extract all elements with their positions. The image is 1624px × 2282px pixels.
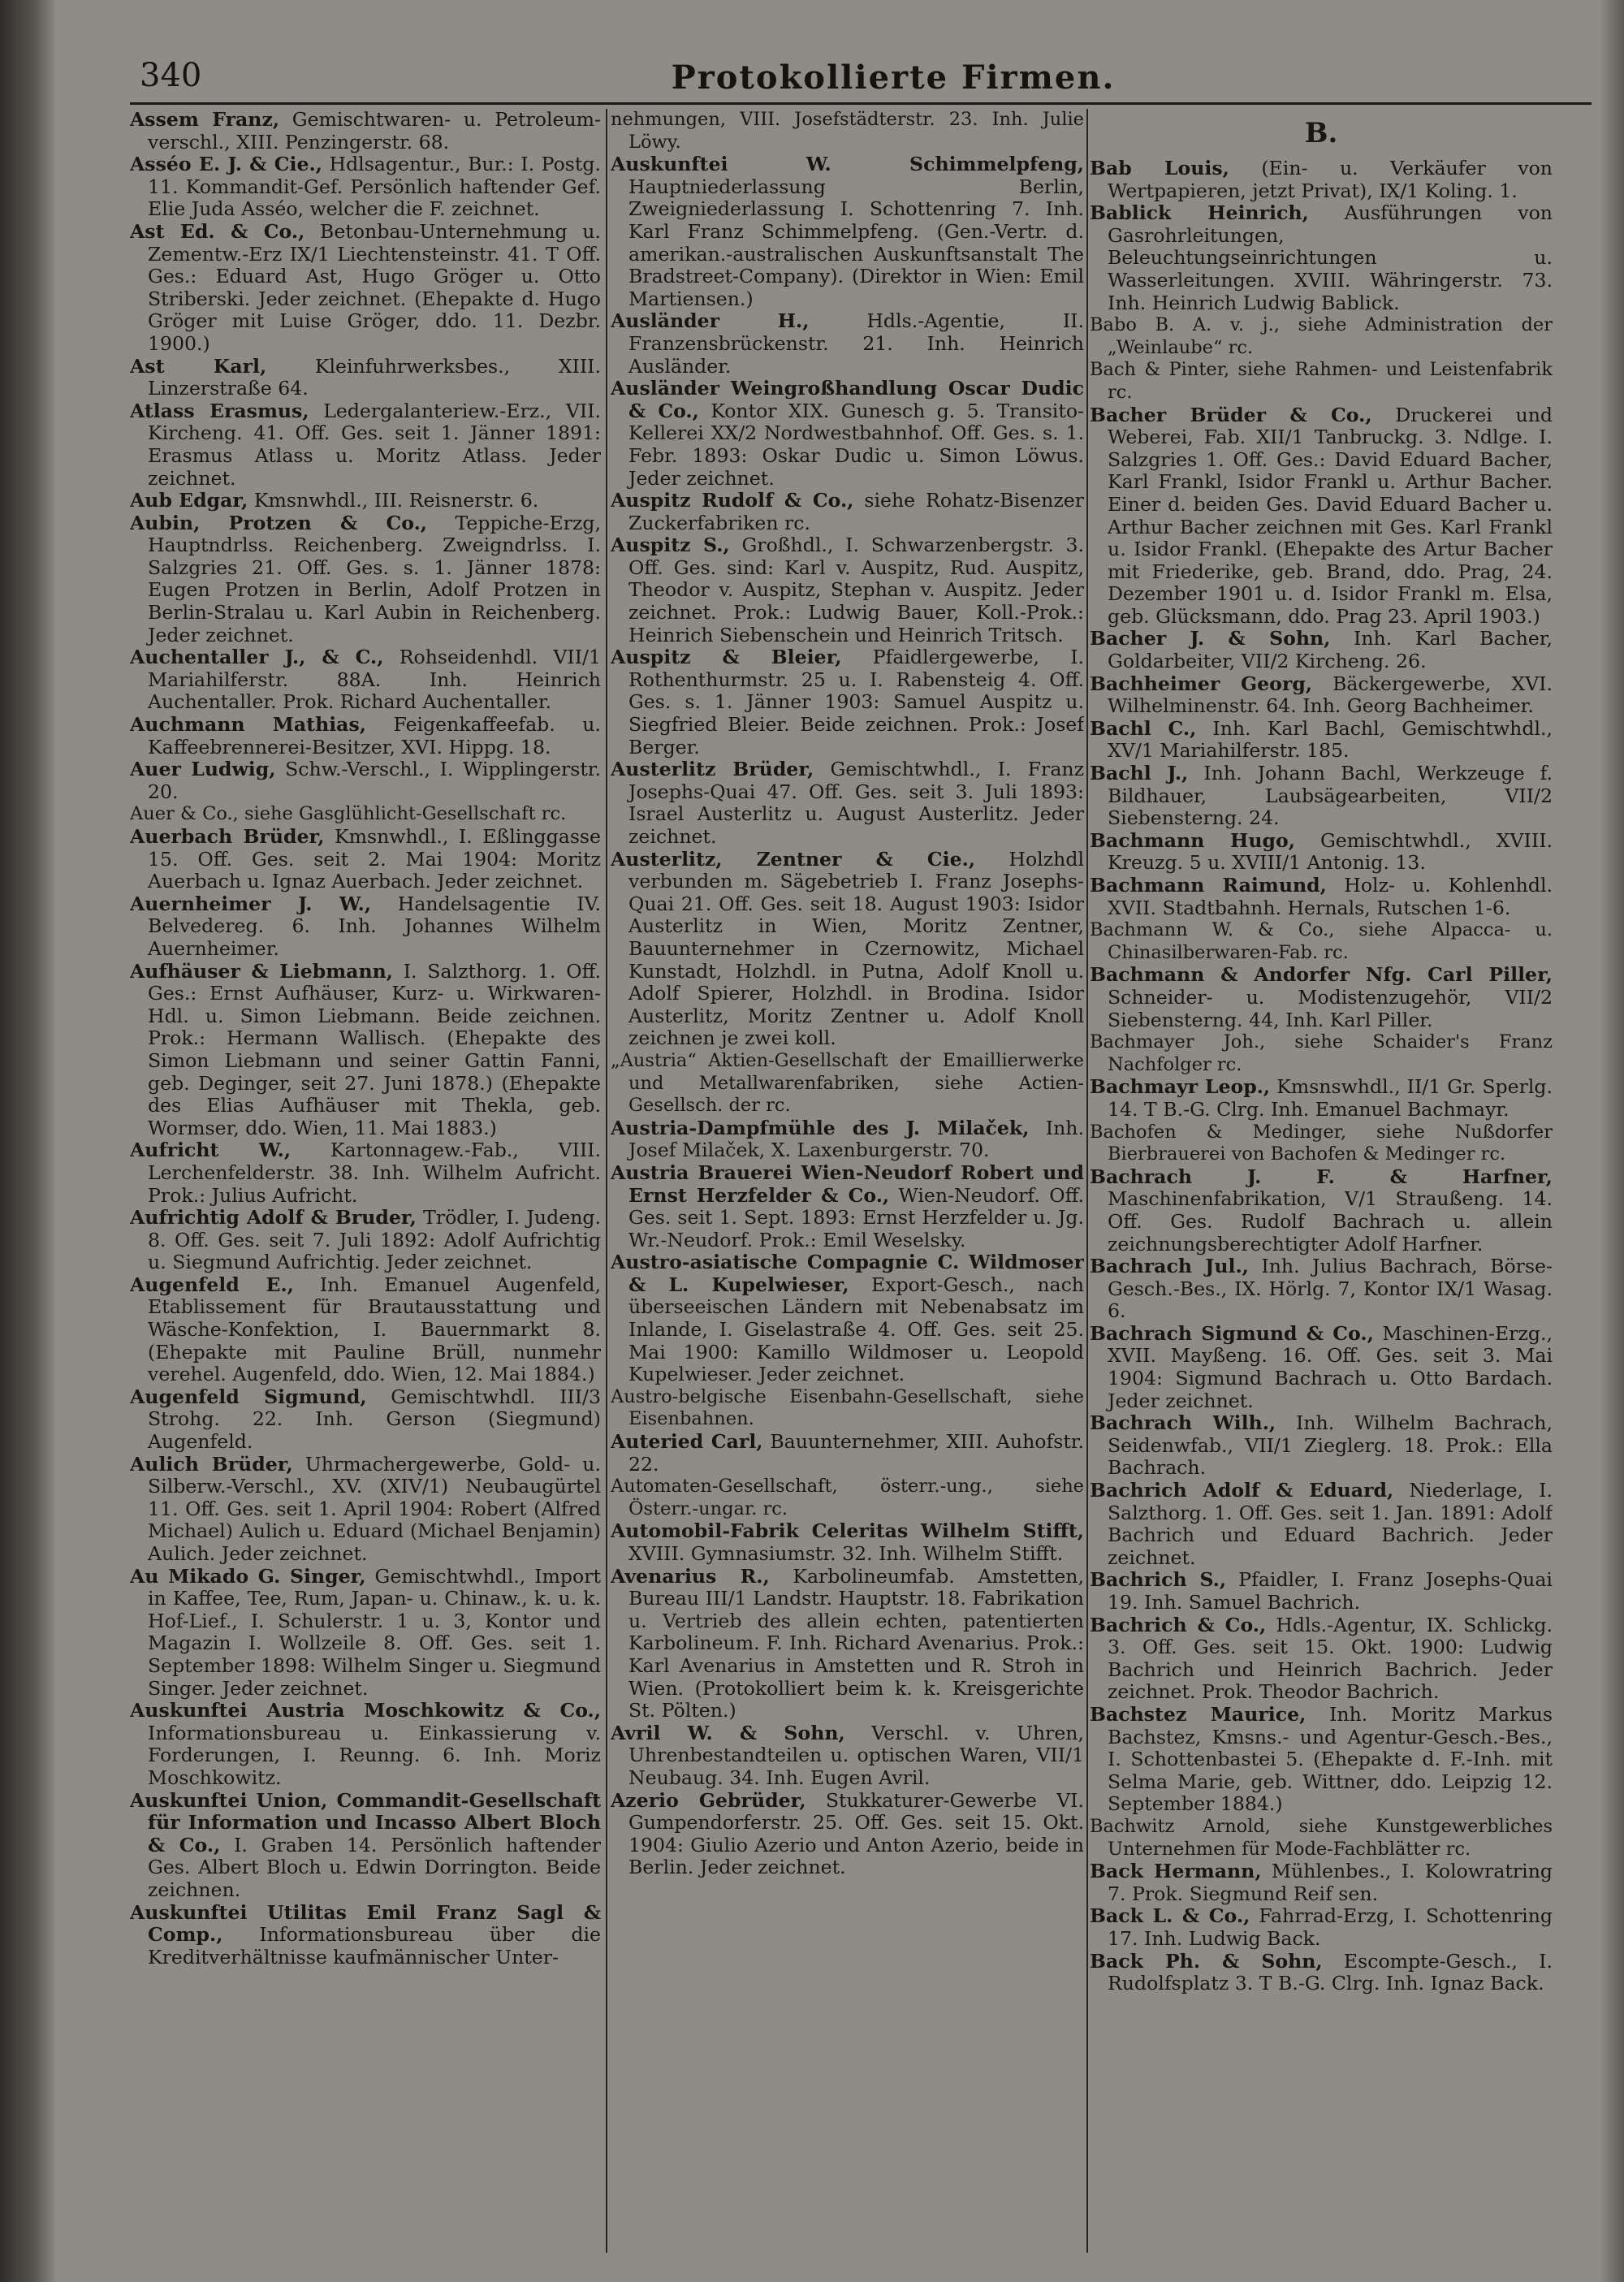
firm-name: Bachmann & Andorfer Nfg. Carl Piller, bbox=[1090, 963, 1553, 987]
directory-entry bbox=[130, 1454, 601, 1566]
column-divider-1 bbox=[606, 109, 607, 2253]
directory-entry bbox=[1090, 718, 1553, 763]
directory-entry bbox=[1090, 1614, 1553, 1704]
directory-entry bbox=[1090, 202, 1553, 314]
entry-text: Kleinfuhrwerksbes., XIII. Linzerstraße 64. bbox=[148, 354, 601, 400]
entry-text: Kontor XIX. Gunesch g. 5. Transito-Kellerei XX/2 Nordwestbahnhof. Off. Ges. s. 1. Febr. 1893: Oskar Dudic u. Simon Löwus. Jeder zeichnet. bbox=[628, 399, 1084, 490]
directory-entry bbox=[611, 1520, 1084, 1565]
directory-entry bbox=[130, 1700, 601, 1789]
directory-entry bbox=[1090, 830, 1553, 875]
directory-entry bbox=[611, 153, 1084, 310]
directory-entry bbox=[1090, 1704, 1553, 1816]
firm-name: Aufrichtig Adolf & Bruder, bbox=[130, 1206, 417, 1230]
firm-name: Auskunftei Utilitas Emil Franz Sagl & Comp., bbox=[130, 1900, 601, 1947]
directory-entry bbox=[130, 109, 601, 153]
entry-text: Inh. Josef Milaček, X. Laxenburgerstr. 70. bbox=[628, 1116, 1084, 1162]
entry-text: Automaten-Gesellschaft, österr.-ung., siehe Österr.-ungar. rc. bbox=[611, 1476, 1084, 1519]
directory-entry bbox=[130, 512, 601, 647]
entry-text: Schneider- u. Modistenzugehör, VII/2 Siebensterng. 44, Inh. Karl Piller. bbox=[1108, 985, 1553, 1031]
directory-entry bbox=[130, 153, 601, 221]
directory-entry bbox=[130, 803, 601, 826]
directory-entry bbox=[1090, 628, 1553, 672]
directory-entry bbox=[611, 849, 1084, 1050]
directory-entry bbox=[1090, 314, 1553, 359]
entry-text: Betonbau-Unternehmung u. Zementw.-Erz IX/1 Liechtensteinstr. 41. T Off. Ges.: Eduard Ast, Hugo Gröger u. Otto Striberski. Jeder zeichnet. (Ehepakte d. Hugo Gröger mit Luise Gröger, ddo. 11. Dezbr. 1900.) bbox=[148, 219, 601, 355]
directory-entry bbox=[1090, 875, 1553, 919]
directory-entry bbox=[1090, 1412, 1553, 1480]
firm-name: Aufricht W., bbox=[130, 1139, 292, 1162]
directory-entry bbox=[130, 1139, 601, 1207]
firm-name: Auskunftei W. Schimmelpfeng, bbox=[611, 153, 1084, 176]
entry-text: Pfaidler, I. Franz Josephs-Quai 19. Inh. Samuel Bachrich. bbox=[1108, 1568, 1553, 1614]
entry-text: (Ein- u. Verkäufer von Wertpapieren, jetzt Privat), IX/1 Koling. 1. bbox=[1108, 157, 1553, 202]
directory-entry bbox=[611, 534, 1084, 646]
firm-name: Automobil-Fabrik Celeritas Wilhelm Stifft, bbox=[611, 1519, 1084, 1543]
firm-name: Bachrach Wilh., bbox=[1090, 1411, 1276, 1435]
entry-text: Kmsnswhdl., II/1 Gr. Sperlg. 14. T B.-G. Clrg. Inh. Emanuel Bachmayr. bbox=[1108, 1075, 1553, 1121]
entry-text: Informationsbureau über die Kreditverhältnisse kaufmännischer Unter- bbox=[148, 1923, 601, 1969]
firm-name: Bachrach Sigmund & Co., bbox=[1090, 1321, 1374, 1345]
firm-name: Bachstez Maurice, bbox=[1090, 1702, 1307, 1726]
entry-text: Escompte-Gesch., I. Rudolfsplatz 3. T B.-G. Clrg. Inh. Ignaz Back. bbox=[1108, 1949, 1553, 1995]
directory-entry bbox=[1090, 1569, 1553, 1614]
header-rule bbox=[130, 102, 1592, 105]
entry-text: Inh. Karl Bacher, Goldarbeiter, VII/2 Kircheng. 26. bbox=[1108, 627, 1553, 673]
entry-text: Bachwitz Arnold, siehe Kunstgewerbliches Unternehmen für Mode-Fachblätter rc. bbox=[1090, 1815, 1553, 1860]
firm-name: Asséo E. J. & Cie., bbox=[130, 153, 322, 176]
entry-text: Bachmann W. & Co., siehe Alpacca- u. Chinasilberwaren-Fab. rc. bbox=[1090, 919, 1553, 963]
entry-text: siehe Rohatz-Bisenzer Zuckerfabriken rc. bbox=[628, 489, 1084, 534]
firm-name: Back L. & Co., bbox=[1090, 1904, 1250, 1928]
firm-name: Ast Karl, bbox=[130, 354, 267, 378]
firm-name: Auer Ludwig, bbox=[130, 758, 276, 781]
firm-name: Bachmayr Leop., bbox=[1090, 1075, 1271, 1099]
firm-name: Austria Brauerei Wien-Neudorf Robert und Ernst Herzfelder & Co., bbox=[611, 1160, 1084, 1207]
directory-entry bbox=[1090, 1076, 1553, 1121]
entry-text: Hauptniederlassung Berlin, Zweigniederlassung I. Schottenring 7. Inh. Karl Franz Schimmelpfeng. (Gen.-Vertr. d. amerikan.-australischen Auskunftsanstalt The Bradstreet-Company). (Direktor in Wien: Emil Martiensen.) bbox=[628, 175, 1084, 310]
entry-text: Kmsnwhdl., III. Reisnerstr. 6. bbox=[253, 489, 539, 512]
directory-entry bbox=[1090, 673, 1553, 718]
entry-text: Druckerei und Weberei, Fab. XII/1 Tanbruckg. 3. Ndlge. I. Salzgries 1. Off. Ges.: David Eduard Bacher, Karl Frankl, Isidor Frankl u. Arthur Bacher. Einer d. beiden Ges. David Eduard Bacher u. Arthur Bacher zeichnen mit Ges. Karl Frankl u. Isidor Frankl. (Ehepakte des Artur Bacher mit Friederike, geb. Brand, ddo. Prag, 24. Dezember 1901 u. d. Isidor Frankl m. Elsa, geb. Glücksmann, ddo. Prag 23. April 1903.) bbox=[1108, 403, 1553, 628]
entry-text: Kmsnwhdl., I. Eßlinggasse 15. Off. Ges. seit 2. Mai 1904: Moritz Auerbach u. Ignaz Auerbach. Jeder zeichnet. bbox=[148, 825, 601, 893]
directory-entry bbox=[1090, 158, 1553, 202]
section-letter: B. bbox=[1304, 117, 1338, 149]
entry-text: Maschinen-Erzg., XVII. Mayßeng. 16. Off. Ges. seit 3. Mai 1904: Sigmund Bachrach u. Otto Bardach. Jeder zeichnet. bbox=[1108, 1321, 1553, 1412]
firm-name: Bachmann Hugo, bbox=[1090, 828, 1295, 852]
page-title: Protokollierte Firmen. bbox=[671, 58, 1116, 97]
entry-text: Ausführungen von Gasrohrleitungen, Beleuchtungseinrichtungen u. Wasserleitungen. XVIII. Währingerstr. 73. Inh. Heinrich Ludwig Bablick. bbox=[1108, 201, 1553, 314]
directory-entry bbox=[130, 221, 601, 356]
firm-name: Ast Ed. & Co., bbox=[130, 219, 305, 243]
directory-entry bbox=[1090, 1323, 1553, 1412]
directory-entry bbox=[611, 1722, 1084, 1790]
directory-entry bbox=[611, 1251, 1084, 1386]
entry-text: I. Salzthorg. 1. Off. Ges.: Ernst Aufhäuser, Kurz- u. Wirkwaren-Hdl. u. Simon Liebmann. Beide zeichnen. Prok.: Hermann Wallisch. (Ehepakte des Simon Liebmann und seiner Gattin Fanni, geb. Deginger, seit 27. Juni 1878.) (Ehepakte des Elias Aufhäuser mit Thekla, geb. Wormser, ddo. Wien, 11. Mai 1883.) bbox=[148, 959, 601, 1139]
firm-name: Au Mikado G. Singer, bbox=[130, 1564, 366, 1588]
directory-entry bbox=[1090, 1122, 1553, 1166]
firm-name: Bacher J. & Sohn, bbox=[1090, 627, 1331, 650]
firm-name: Assem Franz, bbox=[130, 109, 280, 131]
firm-name: Avenarius R., bbox=[611, 1564, 770, 1588]
firm-name: Aulich Brüder, bbox=[130, 1452, 293, 1476]
directory-entry bbox=[130, 490, 601, 512]
entry-text: Teppiche-Erzg, Hauptndrlss. Reichenberg. Zweigndrlss. I. Salzgries 21. Off. Ges. s. 1. Jänner 1878: Eugen Protzen in Berlin, Adolf Protzen in Berlin-Stralau u. Karl Aubin in Reichenberg. Jeder zeichnet. bbox=[148, 511, 601, 646]
directory-entry bbox=[611, 1162, 1084, 1251]
directory-entry bbox=[1090, 763, 1553, 830]
firm-name: Bachl C., bbox=[1090, 716, 1197, 740]
firm-name: Bachrich S., bbox=[1090, 1568, 1227, 1592]
directory-entry bbox=[611, 1476, 1084, 1520]
entry-text: Bachofen & Medinger, siehe Nußdorfer Bierbrauerei von Bachofen & Medinger rc. bbox=[1090, 1121, 1553, 1165]
firm-name: Azerio Gebrüder, bbox=[611, 1788, 806, 1812]
entry-text: Inh. Emanuel Augenfeld, Etablissement für Brautausstattung und Wäsche-Konfektion, I. Bauernmarkt 8. (Ehepakte mit Pauline Brüll, nunmehr verehel. Augenfeld, ddo. Wien, 12. Mai 1884.) bbox=[148, 1273, 601, 1386]
directory-entry bbox=[1090, 359, 1553, 404]
firm-name: Avril W. & Sohn, bbox=[611, 1721, 845, 1744]
directory-entry bbox=[1090, 1905, 1553, 1950]
directory-entry bbox=[130, 714, 601, 759]
firm-name: Aub Edgar, bbox=[130, 489, 248, 512]
entry-text: Verschl. v. Uhren, Uhrenbestandteilen u. optischen Waren, VII/1 Neubaug. 34. Inh. Eugen Avril. bbox=[628, 1721, 1084, 1789]
entry-text: Karbolineumfab. Amstetten, Bureau III/1 Landstr. Hauptstr. 18. Fabrikation u. Vertrieb des allein echten, patentierten Karbolineum. F. Inh. Richard Avenarius. Prok.: Karl Avenarius in Amstetten und R. Stroh in Wien. (Protokolliert beim k. k. Kreisgerichte St. Pölten.) bbox=[628, 1564, 1084, 1722]
entry-text: XVIII. Gymnasiumstr. 32. Inh. Wilhelm Stifft. bbox=[628, 1542, 1064, 1565]
firm-name: Bachheimer Georg, bbox=[1090, 672, 1313, 695]
entry-text: Gemischtwhdl., I. Franz Josephs-Quai 47. Off. Ges. seit 3. Juli 1893: Israel Austerlitz u. August Austerlitz. Jeder zeichnet. bbox=[628, 758, 1084, 848]
firm-name: Auteried Carl, bbox=[611, 1430, 763, 1454]
directory-entry bbox=[130, 1902, 601, 1969]
directory-entry bbox=[130, 356, 601, 400]
firm-name: Auspitz & Bleier, bbox=[611, 646, 842, 669]
firm-name: Bacher Brüder & Co., bbox=[1090, 403, 1372, 426]
firm-name: Bachrich & Co., bbox=[1090, 1613, 1267, 1636]
directory-entry bbox=[130, 1207, 601, 1274]
entry-text: Gemischtwhdl., Import in Kaffee, Tee, Rum, Japan- u. Chinaw., k. u. k. Hof-Lief., I. Schulerstr. 1 u. 3, Kontor und Magazin I. Wollzeile 8. Off. Ges. seit 1. September 1898: Wilhelm Singer u. Siegmund Singer. Jeder zeichnet. bbox=[148, 1564, 601, 1700]
entry-text: Niederlage, I. Salzthorg. 1. Off. Ges. seit 1. Jan. 1891: Adolf Bachrich und Eduard Bachrich. Jeder zeichnet. bbox=[1108, 1479, 1553, 1569]
entry-text: Schw.-Verschl., I. Wipplingerstr. 20. bbox=[148, 758, 601, 803]
entry-text: „Austria“ Aktien-Gesellschaft der Emaillierwerke und Metallwarenfabriken, siehe Actien-Gesellsch. der rc. bbox=[611, 1049, 1084, 1117]
entry-text: Holz- u. Kohlenhdl. XVII. Stadtbahnh. Hernals, Rutschen 1-6. bbox=[1108, 874, 1553, 919]
firm-name: Auspitz S., bbox=[611, 534, 730, 557]
entry-text: Mühlenbes., I. Kolowratring 7. Prok. Siegmund Reif sen. bbox=[1108, 1860, 1553, 1905]
firm-name: Augenfeld E., bbox=[130, 1273, 294, 1296]
directory-entry bbox=[611, 109, 1084, 153]
entry-text: Hdlsagentur., Bur.: I. Postg. 11. Kommandit-Gef. Persönlich haftender Gef. Elie Juda Asséo, welcher die F. zeichnet. bbox=[148, 153, 601, 221]
directory-entry bbox=[611, 310, 1084, 378]
directory-entry bbox=[1090, 1480, 1553, 1569]
entry-text: nehmungen, VIII. Josefstädterstr. 23. Inh. Julie Löwy. bbox=[611, 109, 1084, 153]
column-2 bbox=[611, 109, 1084, 2230]
directory-entry bbox=[611, 1117, 1084, 1162]
firm-name: Austerlitz Brüder, bbox=[611, 758, 814, 781]
entry-text: Inh. Julius Bachrach, Börse-Gesch.-Bes., IX. Hörlg. 7, Kontor IX/1 Wasag. 6. bbox=[1108, 1255, 1553, 1323]
firm-name: Ausländer Weingroßhandlung Oscar Dudic & Co., bbox=[611, 377, 1084, 422]
entry-text: Maschinenfabrikation, V/1 Straußeng. 14. Off. Ges. Rudolf Bachrach u. allein zeichnungsberechtigter Adolf Harfner. bbox=[1108, 1187, 1553, 1256]
directory-entry bbox=[1090, 1256, 1553, 1323]
directory-entry bbox=[611, 1050, 1084, 1117]
firm-name: Aubin, Protzen & Co., bbox=[130, 511, 428, 534]
firm-name: Bab Louis, bbox=[1090, 157, 1229, 179]
firm-name: Auernheimer J. W., bbox=[130, 892, 372, 915]
entry-text: Austro-belgische Eisenbahn-Gesellschaft, siehe Eisenbahnen. bbox=[611, 1385, 1084, 1430]
entry-text: Stukkaturer-Gewerbe VI. Gumpendorferstr. 25. Off. Ges. seit 15. Okt. 1904: Giulio Azerio und Anton Azerio, beide in Berlin. Jeder zeichnet. bbox=[628, 1788, 1084, 1879]
firm-name: Auskunftei Austria Moschkowitz & Co., bbox=[130, 1699, 601, 1722]
directory-entry bbox=[130, 826, 601, 893]
firm-name: Back Hermann, bbox=[1090, 1860, 1262, 1883]
firm-name: Ausländer H., bbox=[611, 309, 810, 333]
firm-name: Bachrach Jul., bbox=[1090, 1255, 1249, 1278]
entry-text: Pfaidlergewerbe, I. Rothenthurmstr. 25 u. I. Rabensteig 4. Off. Ges. s. 1. Jänner 1903: Samuel Auspitz u. Siegfried Bleier. Beide zeichnen. Prok.: Josef Berger. bbox=[628, 646, 1084, 759]
directory-entry bbox=[130, 1790, 601, 1902]
entry-text: Export-Gesch., nach überseeischen Ländern mit Nebenabsatz im Inlande, I. Giselastraße 4. Off. Ges. seit 25. Mai 1900: Kamillo Wildmoser u. Leopold Kupelwieser. Jeder zeichnet. bbox=[628, 1273, 1084, 1386]
entry-text: Bach & Pinter, siehe Rahmen- und Leistenfabrik rc. bbox=[1090, 359, 1553, 403]
firm-name: Austria-Dampfmühle des J. Milaček, bbox=[611, 1116, 1030, 1139]
entry-text: Handelsagentie IV. Belvedereg. 6. Inh. Johannes Wilhelm Auernheimer. bbox=[148, 892, 601, 960]
entry-text: Inh. Johann Bachl, Werkzeuge f. Bildhauer, Laubsägearbeiten, VII/2 Siebensterng. 24. bbox=[1108, 762, 1553, 830]
directory-entry bbox=[1090, 1166, 1553, 1256]
entry-text: Gemischtwhdl. III/3 Strohg. 22. Inh. Gerson (Siegmund) Augenfeld. bbox=[148, 1385, 601, 1454]
entry-text: Bäckergewerbe, XVI. Wilhelminenstr. 64. Inh. Georg Bachheimer. bbox=[1108, 672, 1553, 718]
firm-name: Bachmann Raimund, bbox=[1090, 874, 1327, 897]
entry-text: Gemischtwhdl., XVIII. Kreuzg. 5 u. XVIII/1 Antonig. 13. bbox=[1108, 828, 1553, 875]
directory-entry bbox=[1090, 1861, 1553, 1905]
directory-entry bbox=[130, 400, 601, 490]
firm-name: Austerlitz, Zentner & Cie., bbox=[611, 847, 976, 871]
firm-name: Auspitz Rudolf & Co., bbox=[611, 489, 854, 512]
directory-entry bbox=[130, 1566, 601, 1701]
entry-text: Uhrmachergewerbe, Gold- u. Silberw.-Verschl., XV. (XIV/1) Neubaugürtel 11. Off. Ges. seit 1. April 1904: Robert (Alfred Michael) Aulich u. Eduard (Michael Benjamin) Aulich. Jeder zeichnet. bbox=[148, 1452, 601, 1565]
firm-name: Bachrach J. F. & Harfner, bbox=[1090, 1165, 1553, 1188]
column-divider-2 bbox=[1086, 109, 1088, 2253]
entry-text: Informationsbureau u. Einkassierung v. Forderungen, I. Reunng. 6. Inh. Moriz Moschkowitz. bbox=[148, 1721, 601, 1789]
entry-text: Hdls.-Agentie, II. Franzensbrückenstr. 21. Inh. Heinrich Ausländer. bbox=[628, 309, 1084, 378]
directory-entry bbox=[611, 1790, 1084, 1879]
entry-text: Ledergalanteriew.-Erz., VII. Kircheng. 41. Off. Ges. seit 1. Jänner 1891: Erasmus Atlass u. Moritz Atlass. Jeder zeichnet. bbox=[148, 399, 601, 490]
firm-name: Austro-asiatische Compagnie C. Wildmoser & L. Kupelwieser, bbox=[611, 1251, 1084, 1296]
column-3 bbox=[1090, 109, 1553, 2230]
directory-entry bbox=[130, 646, 601, 714]
firm-name: Bablick Heinrich, bbox=[1090, 201, 1309, 225]
directory-entry bbox=[130, 759, 601, 803]
directory-entry bbox=[611, 1566, 1084, 1722]
entry-text: Kartonnagew.-Fab., VIII. Lerchenfelderstr. 38. Inh. Wilhelm Aufricht. Prok.: Julius Aufricht. bbox=[148, 1139, 601, 1207]
entry-text: Inh. Karl Bachl, Gemischtwhdl., XV/1 Mariahilferstr. 185. bbox=[1108, 716, 1553, 763]
entry-text: I. Graben 14. Persönlich haftender Ges. Albert Bloch u. Edwin Dorrington. Beide zeichnen. bbox=[148, 1833, 601, 1901]
firm-name: Back Ph. & Sohn, bbox=[1090, 1949, 1323, 1973]
directory-entry bbox=[611, 1386, 1084, 1431]
directory-entry bbox=[611, 759, 1084, 848]
entry-text: Wien-Neudorf. Off. Ges. seit 1. Sept. 1893: Ernst Herzfelder u. Jg. Wr.-Neudorf. Prok.: Emil Weselsky. bbox=[628, 1183, 1084, 1251]
entry-text: Bauunternehmer, XIII. Auhofstr. 22. bbox=[628, 1430, 1084, 1476]
directory-entry bbox=[130, 1386, 601, 1454]
page-number: 340 bbox=[140, 57, 202, 94]
directory-entry bbox=[611, 490, 1084, 534]
entry-text: Feigenkaffeefab. u. Kaffeebrennerei-Besitzer, XVI. Hippg. 18. bbox=[148, 713, 601, 759]
entry-text: Inh. Wilhelm Bachrach, Seidenwfab., VII/1 Zieglerg. 18. Prok.: Ella Bachrach. bbox=[1108, 1411, 1553, 1480]
directory-entry bbox=[1090, 1951, 1553, 1995]
entry-text: Fahrrad-Erzg, I. Schottenring 17. Inh. Ludwig Back. bbox=[1108, 1904, 1553, 1950]
directory-entry bbox=[1090, 964, 1553, 1031]
entry-text: Holzhdl verbunden m. Sägebetrieb I. Franz Josephs-Quai 21. Off. Ges. seit 18. August 1903: Isidor Austerlitz in Wien, Moritz Zentner, Bauunternehmer in Czernowitz, Michael Kunstadt, Holzhdl. in Putna, Adolf Knoll u. Adolf Spierer, Holzhdl. in Brodina. Isidor Austerlitz, Moritz Zentner u. Adolf Knoll zeichnen je zwei koll. bbox=[628, 847, 1084, 1050]
column-1 bbox=[130, 109, 601, 2230]
firm-name: Bachrich Adolf & Eduard, bbox=[1090, 1479, 1394, 1502]
firm-name: Auchmann Mathias, bbox=[130, 713, 366, 737]
entry-text: Hdls.-Agentur, IX. Schlickg. 3. Off. Ges. seit 15. Okt. 1900: Ludwig Bachrich und Heinrich Bachrich. Jeder zeichnet. Prok. Theodor Bachrich. bbox=[1108, 1613, 1553, 1704]
directory-entry bbox=[611, 646, 1084, 759]
firm-name: Bachl J., bbox=[1090, 762, 1189, 785]
directory-entry bbox=[1090, 1031, 1553, 1076]
firm-name: Auskunftei Union, Commandit-Gesellschaft für Information und Incasso Albert Bloch & Co., bbox=[130, 1788, 601, 1856]
directory-entry bbox=[1090, 404, 1553, 629]
entry-text: Trödler, I. Judeng. 8. Off. Ges. seit 7. Juli 1892: Adolf Aufrichtig u. Siegmund Aufrichtig. Jeder zeichnet. bbox=[148, 1206, 601, 1274]
directory-entry bbox=[611, 1431, 1084, 1476]
directory-entry bbox=[130, 961, 601, 1140]
firm-name: Auchentaller J., & C., bbox=[130, 646, 384, 669]
directory-entry bbox=[130, 1274, 601, 1386]
entry-text: Rohseidenhdl. VII/1 Mariahilferstr. 88A. Inh. Heinrich Auchentaller. Prok. Richard Auchentaller. bbox=[148, 646, 601, 714]
entry-text: Gemischtwaren- u. Petroleum-verschl., XIII. Penzingerstr. 68. bbox=[148, 109, 601, 153]
entry-text: Inh. Moritz Markus Bachstez, Kmsns.- und Agentur-Gesch.-Bes., I. Schottenbastei 5. (Ehepakte d. F.-Inh. mit Selma Marie, geb. Wittner, ddo. Leipzig 12. September 1884.) bbox=[1108, 1702, 1553, 1816]
firm-name: Atlass Erasmus, bbox=[130, 399, 309, 422]
firm-name: Augenfeld Sigmund, bbox=[130, 1385, 367, 1408]
entry-text: Großhdl., I. Schwarzenbergstr. 3. Off. Ges. sind: Karl v. Auspitz, Rud. Auspitz, Theodor v. Auspitz, Stephan v. Auspitz. Jeder zeichnet. Prok.: Ludwig Bauer, Koll.-Prok.: Heinrich Siebenschein und Heinrich Tritsch. bbox=[628, 534, 1084, 646]
entry-text: Babo B. A. v. j., siehe Administration der „Weinlaube“ rc. bbox=[1090, 314, 1553, 358]
directory-entry bbox=[1090, 919, 1553, 964]
directory-entry bbox=[130, 893, 601, 961]
entry-text: Auer & Co., siehe Gasglühlicht-Gesellschaft rc. bbox=[130, 803, 567, 825]
directory-entry bbox=[611, 378, 1084, 490]
firm-name: Auerbach Brüder, bbox=[130, 825, 325, 848]
firm-name: Aufhäuser & Liebmann, bbox=[130, 959, 393, 983]
directory-entry bbox=[1090, 1816, 1553, 1861]
entry-text: Bachmayer Joh., siehe Schaider's Franz Nachfolger rc. bbox=[1090, 1031, 1553, 1075]
